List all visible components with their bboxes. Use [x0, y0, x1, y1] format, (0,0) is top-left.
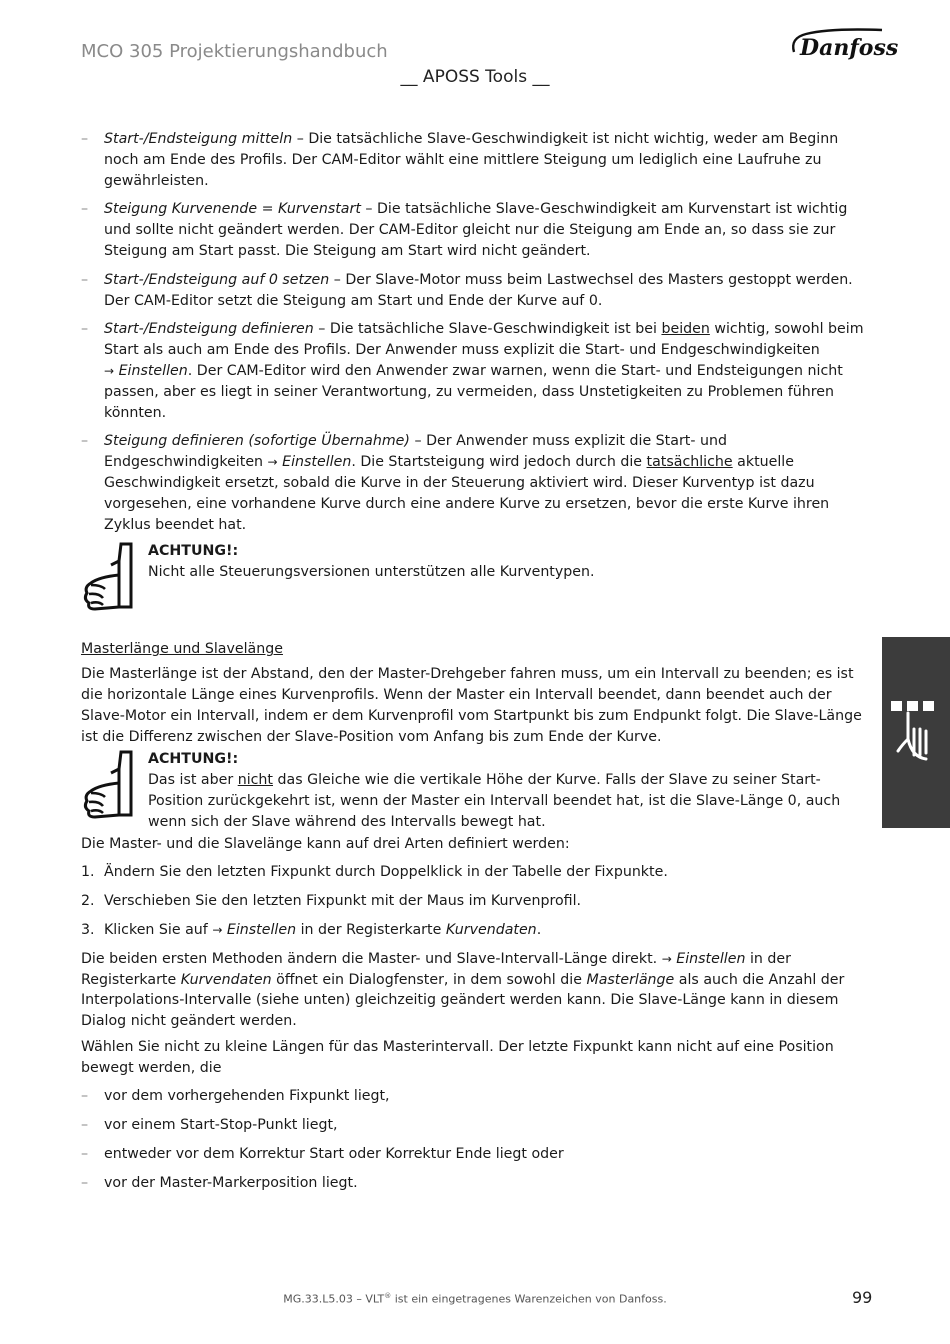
arrow-right-icon: → — [267, 455, 278, 470]
paragraph: Wählen Sie nicht zu kleine Längen für das Masterintervall. Der letzte Fixpunkt kann nicht auf eine Position bewegt werden, die — [81, 1038, 834, 1076]
list-item: – Start-/Endsteigung mitteln – Die tatsächliche Slave-Geschwindigkeit ist nicht wichtig, weder am Beginn noch am Ende des Profils. Der CAM-Editor wählt eine mittlere Steigung um lediglich eine Laufruhe zu gewährleisten. — [81, 129, 871, 191]
paragraph: Die beiden ersten Methoden ändern die Master- und Slave-Intervall-Länge direkt. → Einstellen in der Registerkarte Kurvendaten öffnet ein Dialogfenster, in dem sowohl die Masterlänge als auch die Anzahl der Interpolations-Intervalle (siehe unten) gleichzeitig geändert werden kann. Die Slave-Länge kann in diesem Dialog nicht geändert werden. — [81, 950, 845, 1030]
list-item: – Start-/Endsteigung definieren – Die tatsächliche Slave-Geschwindigkeit ist bei beiden wichtig, sowohl beim Start als auch am Ende des Profils. Der Anwender muss explizit die Start- und Endgeschwindigkeiten → Einstellen. Der CAM-Editor wird den Anwender zwar warnen, wenn die Start- und Endsteigungen nicht passen, aber es liegt in seiner Verantwortung, zu vermeiden, dass Unstetigkeiten zu Problemen führen könnten. — [81, 319, 871, 423]
warning-hand-icon — [81, 541, 135, 611]
list-item: – vor einem Start-Stop-Punkt liegt, — [81, 1115, 871, 1136]
list-item: – Start-/Endsteigung auf 0 setzen – Der Slave-Motor muss beim Lastwechsel des Masters gestoppt werden. Der CAM-Editor setzt die Steigung am Start und Ende der Kurve auf 0. — [81, 270, 871, 312]
list-item: 3. Klicken Sie auf → Einstellen in der Registerkarte Kurvendaten. — [81, 921, 542, 938]
subsection-heading: Masterlänge und Slavelänge — [81, 641, 283, 658]
list-item: – vor der Master-Markerposition liegt. — [81, 1173, 871, 1194]
warning-title: ACHTUNG!: — [148, 543, 239, 560]
method-list — [81, 862, 871, 940]
list-item: – Steigung definieren (sofortige Übernahme) – Der Anwender muss explizit die Start- und Endgeschwindigkeiten → Einstellen. Die Startsteigung wird jedoch durch die tatsächliche aktuelle Geschwindigkeit ersetzt, sobald die Kurve in der Steuerung aktiviert wird. Dieser Kurventyp ist dazu vorgesehen, eine vorhandene Kurve durch eine andere Kurve zu ersetzen, bevor die erste Kurve ihren Zyklus beendet hat. — [81, 431, 871, 535]
warning-box: ACHTUNG!: Das ist aber nicht das Gleiche wie die vertikale Höhe der Kurve. Falls der Slave zu seiner Start-Position zurückgekehrt ist, wenn der Master ein Intervall beendet hat, ist die Slave-Länge 0, auch wenn sich der Slave während des Intervalls bewegt hat. — [81, 749, 871, 832]
warning-title: ACHTUNG!: — [148, 751, 239, 768]
paragraph: Die Masterlänge ist der Abstand, den der Master-Drehgeber fahren muss, um ein Intervall zu beenden; es ist die horizontale Länge eines Kurvenprofils. Wenn der Master ein Intervall beendet, dann beendet auch der Slave-Motor ein Intervall, indem er dem Kurvenprofil vom Startpunkt bis zum Endpunkt folgt. Die Slave-Länge ist die Differenz zwischen der Slave-Position vom Anfang bis zum Ende der Kurve. — [81, 666, 862, 745]
danfoss-logo — [786, 24, 899, 64]
arrow-right-icon: → — [104, 363, 115, 378]
warning-text: Nicht alle Steuerungsversionen unterstützen alle Kurventypen. — [148, 564, 595, 581]
svg-text:Danfoss: Danfoss — [800, 35, 899, 61]
page-footer: MG.33.L5.03 – VLT® ist ein eingetragenes Warenzeichen von Danfoss. — [283, 1292, 667, 1306]
list-item: 1. Ändern Sie den letzten Fixpunkt durch Doppelklick in der Tabelle der Fixpunkte. — [81, 864, 668, 881]
arrow-right-icon: → — [661, 951, 672, 966]
page-number: 99 — [852, 1288, 873, 1307]
list-item: – vor dem vorhergehenden Fixpunkt liegt, — [81, 1086, 871, 1107]
chapter-side-tab — [882, 637, 950, 828]
section-title: __ APOSS Tools __ — [400, 67, 550, 87]
warning-hand-icon — [81, 749, 135, 819]
restriction-list — [81, 1086, 871, 1193]
hand-pointer-icon — [890, 699, 936, 765]
page-content — [81, 129, 871, 1202]
document-header-title: MCO 305 Projektierungshandbuch — [81, 41, 388, 62]
list-item: 2. Verschieben Sie den letzten Fixpunkt mit der Maus im Kurvenprofil. — [81, 893, 582, 910]
curve-type-list — [81, 129, 871, 535]
list-item: – entweder vor dem Korrektur Start oder Korrektur Ende liegt oder — [81, 1144, 871, 1165]
list-item: – Steigung Kurvenende = Kurvenstart – Die tatsächliche Slave-Geschwindigkeit am Kurvenstart ist wichtig und sollte nicht geändert werden. Der CAM-Editor gleicht nur die Steigung am Ende an, so dass sie zur Steigung am Start passt. Die Steigung am Start wird nicht geändert. — [81, 199, 871, 261]
warning-box — [81, 541, 871, 611]
paragraph: Die Master- und die Slavelänge kann auf drei Arten definiert werden: — [81, 835, 570, 852]
arrow-right-icon: → — [212, 922, 223, 937]
